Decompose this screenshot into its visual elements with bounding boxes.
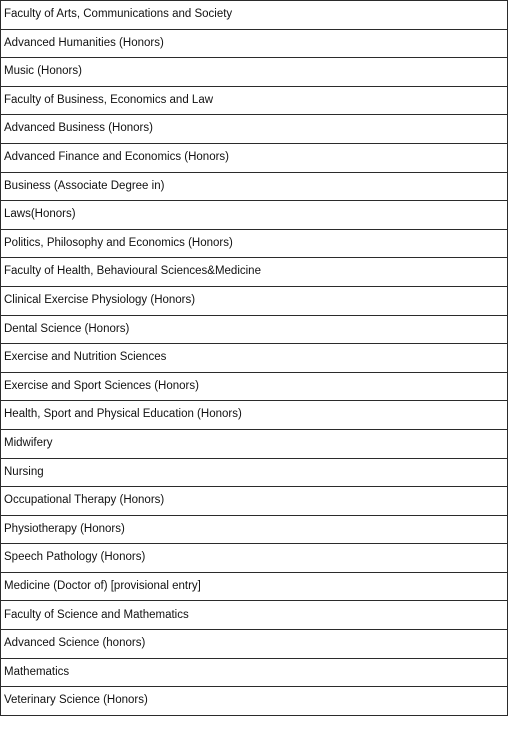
table-row — [1, 143, 508, 172]
table-row — [1, 372, 508, 401]
table-row — [1, 515, 508, 544]
table-cell: Faculty of Arts, Communications and Society — [1, 1, 508, 30]
table-cell: Faculty of Health, Behavioural Sciences&Medicine — [1, 258, 508, 287]
table-row — [1, 286, 508, 315]
table-row — [1, 458, 508, 487]
table-row — [1, 487, 508, 516]
table-row — [1, 29, 508, 58]
table-row — [1, 201, 508, 230]
table-cell: Music (Honors) — [1, 58, 508, 87]
table-row — [1, 401, 508, 430]
table-cell: Advanced Humanities (Honors) — [1, 29, 508, 58]
table-row — [1, 687, 508, 716]
table-cell: Occupational Therapy (Honors) — [1, 487, 508, 516]
table-cell: Dental Science (Honors) — [1, 315, 508, 344]
table-row — [1, 1, 508, 30]
table-cell: Exercise and Sport Sciences (Honors) — [1, 372, 508, 401]
table-row — [1, 172, 508, 201]
table-cell: Politics, Philosophy and Economics (Honors) — [1, 229, 508, 258]
table-cell: Laws(Honors) — [1, 201, 508, 230]
table-cell: Medicine (Doctor of) [provisional entry] — [1, 572, 508, 601]
table-cell: Physiotherapy (Honors) — [1, 515, 508, 544]
table-cell: Business (Associate Degree in) — [1, 172, 508, 201]
table-cell: Mathematics — [1, 658, 508, 687]
table-row — [1, 58, 508, 87]
table-row — [1, 86, 508, 115]
table-cell: Advanced Business (Honors) — [1, 115, 508, 144]
table-cell: Advanced Science (honors) — [1, 630, 508, 659]
table-cell: Exercise and Nutrition Sciences — [1, 344, 508, 373]
table-cell: Faculty of Science and Mathematics — [1, 601, 508, 630]
table-row — [1, 344, 508, 373]
table-row — [1, 572, 508, 601]
table-row — [1, 544, 508, 573]
table-row — [1, 601, 508, 630]
table-row — [1, 658, 508, 687]
table-cell: Advanced Finance and Economics (Honors) — [1, 143, 508, 172]
table-cell: Speech Pathology (Honors) — [1, 544, 508, 573]
table-cell: Clinical Exercise Physiology (Honors) — [1, 286, 508, 315]
table-cell: Midwifery — [1, 429, 508, 458]
table-row — [1, 630, 508, 659]
table-row — [1, 429, 508, 458]
program-table-body — [1, 1, 508, 716]
table-cell: Faculty of Business, Economics and Law — [1, 86, 508, 115]
table-row — [1, 229, 508, 258]
table-cell: Health, Sport and Physical Education (Honors) — [1, 401, 508, 430]
table-row — [1, 258, 508, 287]
table-row — [1, 115, 508, 144]
table-cell: Veterinary Science (Honors) — [1, 687, 508, 716]
table-row — [1, 315, 508, 344]
table-cell: Nursing — [1, 458, 508, 487]
